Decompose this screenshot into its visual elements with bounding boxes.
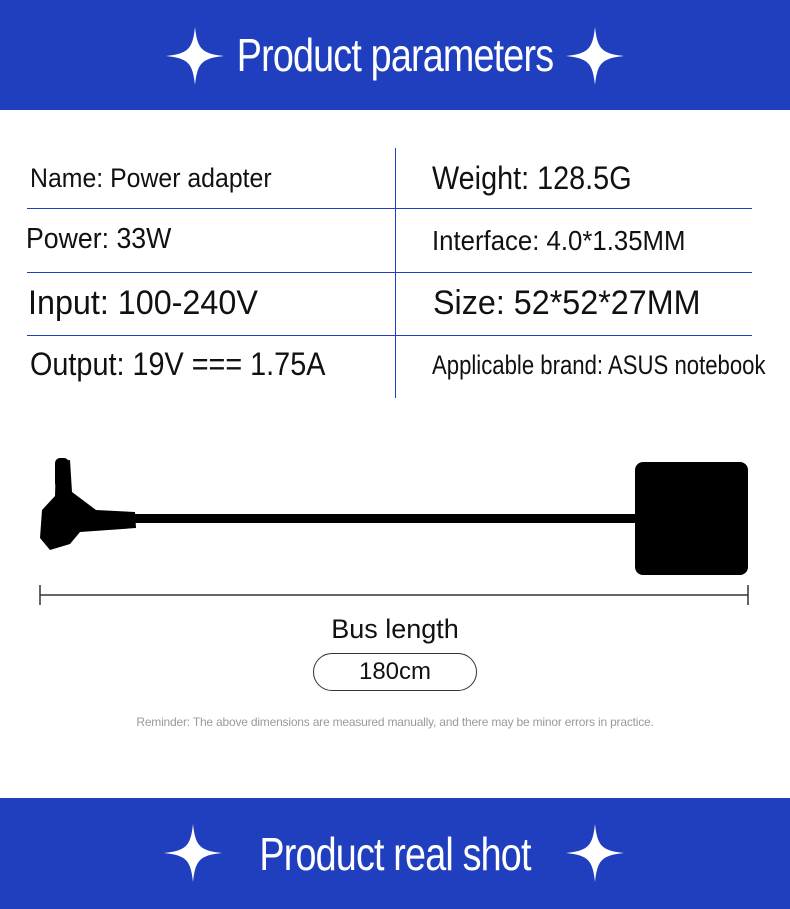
spec-size: Size: 52*52*27MM [433,284,701,322]
spec-applicable-brand: Applicable brand: ASUS notebook [432,350,766,380]
cable-line [130,514,640,523]
bus-length-value-text: 180cm [358,658,432,685]
spec-output: Output: 19V === 1.75A [30,346,326,382]
header-banner [0,0,790,110]
table-divider-row [27,335,752,336]
dc-plug-icon [40,460,136,550]
bus-length-value [313,653,477,691]
footer-title: Product real shot [259,827,531,880]
table-divider-row [27,208,752,209]
adapter-illustration [0,440,790,620]
spec-interface: Interface: 4.0*1.35MM [432,225,686,256]
adapter-box [635,462,748,575]
reminder-note: Reminder: The above dimensions are measured manually, and there may be minor errors in practice. [136,715,654,729]
spec-input: Input: 100-240V [28,284,258,322]
sparkle-star-icon [566,824,624,882]
spec-name: Name: Power adapter [30,163,272,193]
table-divider-vertical [395,148,396,398]
spec-power: Power: 33W [26,223,172,255]
bus-length-label: Bus length [331,614,459,644]
sparkle-star-icon [566,27,624,85]
adapter-diagram [0,440,790,620]
header-title: Product parameters [236,29,554,81]
table-divider-row [27,272,752,273]
footer-banner [0,798,790,909]
spec-weight: Weight: 128.5G [432,160,632,196]
